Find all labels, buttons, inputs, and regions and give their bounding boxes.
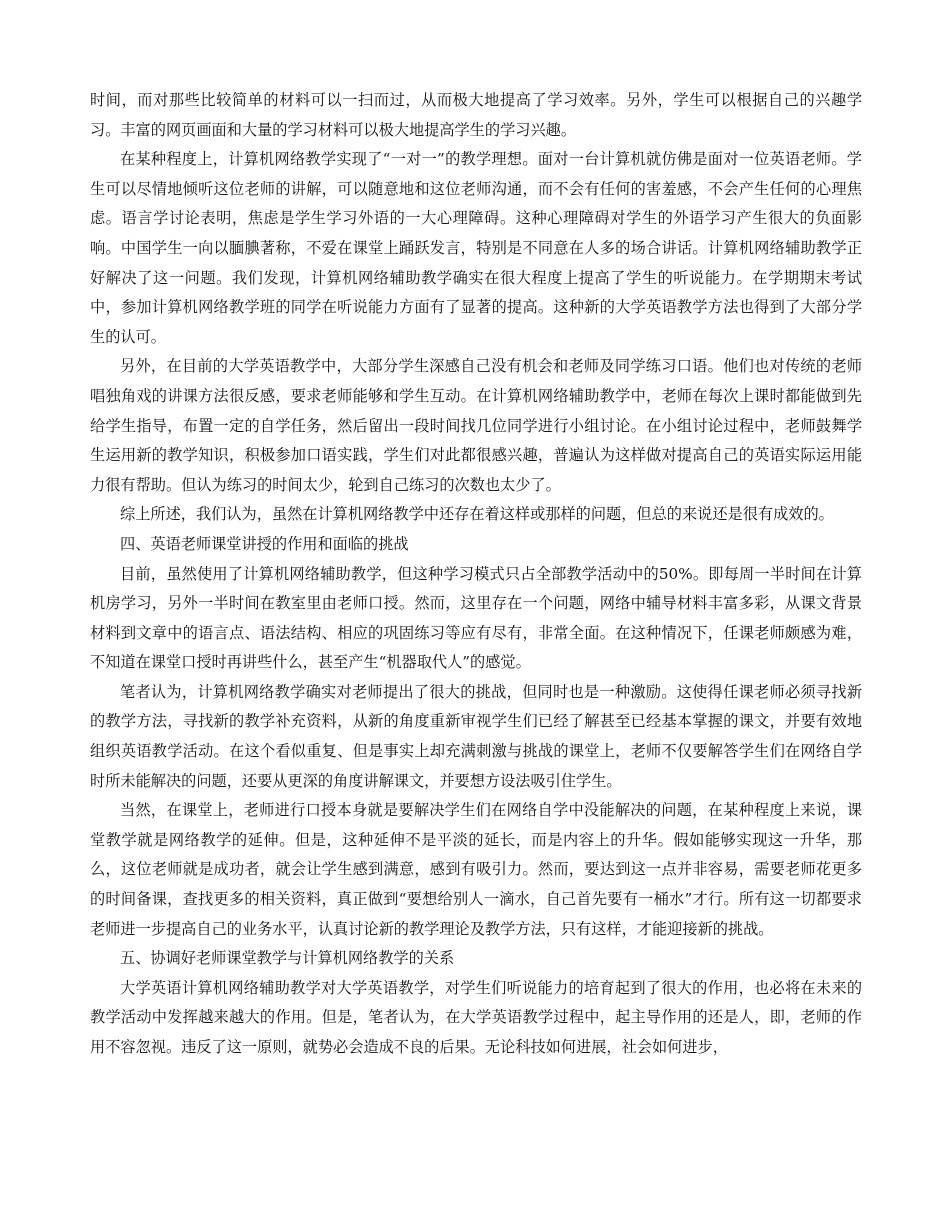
paragraph-oral-practice: 另外，在目前的大学英语教学中，大部分学生深感自己没有机会和老师及同学练习口语。他们也对传统的老师唱独角戏的讲课方法很反感，要求老师能够和学生互动。在计算机网络辅助教学中，老师在每次上课时都能做到先给学生指导，布置一定的自学任务，然后留出一段时间找几位同学进行小组讨论。在小组讨论过程中，老师鼓舞学生运用新的教学知识，积极参加口语实践，学生们对此都很感兴趣，普遍认为这样做对提高自己的英语实际运用能力很有帮助。但认为练习的时间太少，轮到自己练习的次数也太少了。 (90, 357, 862, 494)
paragraph-one-to-one-teaching: 在某种程度上，计算机网络教学实现了“一对一”的教学理想。面对一台计算机就仿佛是面对一位英语老师。学生可以尽情地倾听这位老师的讲解，可以随意地和这位老师沟通，而不会有任何的害羞感，不会产生任何的心理焦虑。语言学讨论表明，焦虑是学生学习外语的一大心理障碍。这种心理障碍对学生的外语学习产生很大的负面影响。中国学生一向以腼腆著称，不爱在课堂上踊跃发言，特别是不同意在人多的场合讲话。计算机网络辅助教学正好解决了这一问题。我们发现，计算机网络辅助教学确实在很大程度上提高了学生的听说能力。在学期期末考试中，参加计算机网络教学班的同学在听说能力方面有了显著的提高。这种新的大学英语教学方法也得到了大部分学生的认可。 (90, 150, 862, 346)
paragraph-coordination: 大学英语计算机网络辅助教学对大学英语教学，对学生们听说能力的培育起到了很大的作用，也必将在未来的教学活动中发挥越来越大的作用。但是，笔者认为，在大学英语教学过程中，起主导作用的还是人，即，老师的作用不容忽视。违反了这一原则，就势必会造成不良的后果。无论科技如何进展，社会如何进步， (90, 978, 862, 1056)
section-heading-5: 五、协调好老师课堂教学与计算机网络教学的关系 (120, 949, 455, 968)
paragraph-continuation: 时间，而对那些比较简单的材料可以一扫而过，从而极大地提高了学习效率。另外，学生可以根据自己的兴趣学习。丰富的网页画面和大量的学习材料可以极大地提高学生的学习兴趣。 (90, 91, 862, 139)
document-page (90, 86, 862, 1063)
paragraph-summary: 综上所述，我们认为，虽然在计算机网络教学中还存在着这样或那样的问题，但总的来说还是很有成效的。 (120, 505, 834, 524)
paragraph-classroom-extension: 当然，在课堂上，老师进行口授本身就是要解决学生们在网络自学中没能解决的问题，在某种程度上来说，课堂教学就是网络教学的延伸。但是，这种延伸不是平淡的延长，而是内容上的升华。假如能够实现这一升华，那么，这位老师就是成功者，就会让学生感到满意，感到有吸引力。然而，要达到这一点并非容易，需要老师花更多的时间备课，查找更多的相关资料，真正做到“要想给别人一滴水，自己首先要有一桶水”才行。所有这一切都要求老师进一步提高自己的业务水平，认真讨论新的教学理论及教学方法，只有这样，才能迎接新的挑战。 (90, 801, 862, 938)
section-heading-4: 四、英语老师课堂讲授的作用和面临的挑战 (120, 534, 409, 553)
paragraph-challenge: 笔者认为，计算机网络教学确实对老师提出了很大的挑战，但同时也是一种激励。这使得任课老师必须寻找新的教学方法，寻找新的教学补充资料，从新的角度重新审视学生们已经了解甚至已经基本掌握的课文，并要有效地组织英语教学活动。在这个看似重复、但是事实上却充满刺激与挑战的课堂上，老师不仅要解答学生们在网络自学时所未能解决的问题，还要从更深的角度讲解课文，并要想方设法吸引住学生。 (90, 682, 862, 790)
paragraph-current-situation: 目前，虽然使用了计算机网络辅助教学，但这种学习模式只占全部教学活动中的50%。即每周一半时间在计算机房学习，另外一半时间在教室里由老师口授。然而，这里存在一个问题，网络中辅导材料丰富多彩，从课文背景材料到文章中的语言点、语法结构、相应的巩固练习等应有尽有，非常全面。在这种情况下，任课老师颇感为难，不知道在课堂口授时再讲些什么，甚至产生“机器取代人”的感觉。 (90, 564, 862, 672)
